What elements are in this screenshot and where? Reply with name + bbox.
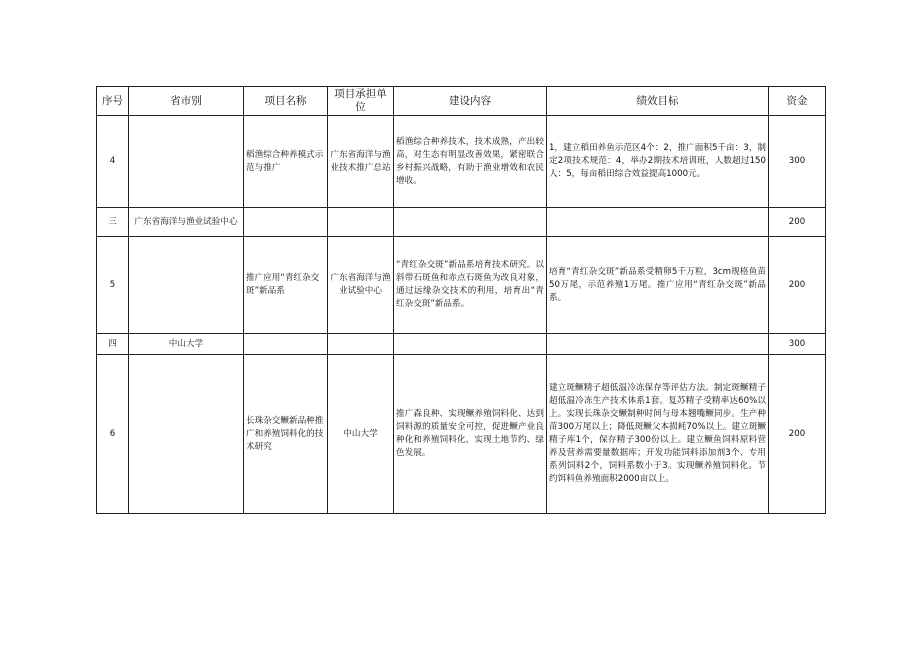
table-header-row [97,87,826,116]
cell-unit: 广东省海洋与渔业技术推广总站 [328,116,394,208]
cell-target [547,208,769,237]
cell-seq: 4 [97,116,129,208]
cell-fund: 300 [769,116,826,208]
table-row [97,237,826,334]
cell-seq: 三 [97,208,129,237]
header-content: 建设内容 [394,87,547,116]
table-row [97,355,826,514]
header-seq: 序号 [97,87,129,116]
table-row [97,116,826,208]
cell-target [547,334,769,355]
cell-content: 推广森良种、实现鳜养殖饲料化、达到饲料源的质量安全可控，促进鳜产业良种化和养殖饲料化，实现土地节约、绿色发展。 [394,355,547,514]
cell-project: 推广应用“青红杂交斑”新品系 [244,237,328,334]
header-fund: 资金 [769,87,826,116]
cell-unit [328,334,394,355]
cell-content: 稻渔综合种养技术，技术成熟，产出较高，对生态有明显改善效果，紧密联合乡村振兴战略，有助于渔业增效和农民增收。 [394,116,547,208]
table-row [97,208,826,237]
cell-unit [328,208,394,237]
cell-target: 建立斑鳜精子超低温冷冻保存等评估方法。制定斑鳜精子超低温冷冻生产技术体系1套。复苏精子受精率达60%以上。实现长珠杂交鳜制种时间与母本翘嘴鳜同步。生产种苗300万尾以上；降低斑鳜父本损耗70%以上。建立斑鳜精子库1个，保存精子300份以上。建立鳜鱼饲料原料营养及营养需要量数据库；开发功能饲料添加剂3个、专用系列饲料2个，饲料系数小于3。实现鳜养殖饲料化。节约饵料鱼养殖面积2000亩以上。 [547,355,769,514]
cell-target: 1，建立稻田养鱼示范区4个：2，推广面积5千亩：3，制定2项技术规范：4，举办2期技术培训班，人数超过150人：5，每亩稻田综合效益提高1000元。 [547,116,769,208]
cell-project: 稻渔综合种养模式示范与推广 [244,116,328,208]
project-table [96,86,826,514]
cell-project [244,334,328,355]
cell-region [129,355,244,514]
cell-project [244,208,328,237]
cell-region: 广东省海洋与渔业试验中心 [129,208,244,237]
cell-unit: 中山大学 [328,355,394,514]
header-region: 省市别 [129,87,244,116]
cell-fund: 200 [769,208,826,237]
cell-seq: 四 [97,334,129,355]
cell-target: 培育“青红杂交斑”新品系受精卵5千万粒，3cm规格鱼苗50万尾，示范养殖1万尾。推广应用“青红杂交斑”新品系。 [547,237,769,334]
table-row [97,334,826,355]
cell-content [394,334,547,355]
cell-content: “青红杂交斑”新品系培育技术研究。以斜带石斑鱼和赤点石斑鱼为改良对象，通过远缘杂交技术的利用，培育出“青红杂交斑”新品系。 [394,237,547,334]
cell-unit: 广东省海洋与渔业试验中心 [328,237,394,334]
cell-region: 中山大学 [129,334,244,355]
header-project: 项目名称 [244,87,328,116]
cell-fund: 200 [769,237,826,334]
cell-fund: 200 [769,355,826,514]
header-target: 绩效目标 [547,87,769,116]
cell-seq: 6 [97,355,129,514]
cell-seq: 5 [97,237,129,334]
cell-project: 长珠杂交鳜新品种推广和养殖饲料化的技术研究 [244,355,328,514]
cell-fund: 300 [769,334,826,355]
cell-region [129,116,244,208]
header-unit: 项目承担单位 [328,87,394,116]
cell-region [129,237,244,334]
cell-content [394,208,547,237]
